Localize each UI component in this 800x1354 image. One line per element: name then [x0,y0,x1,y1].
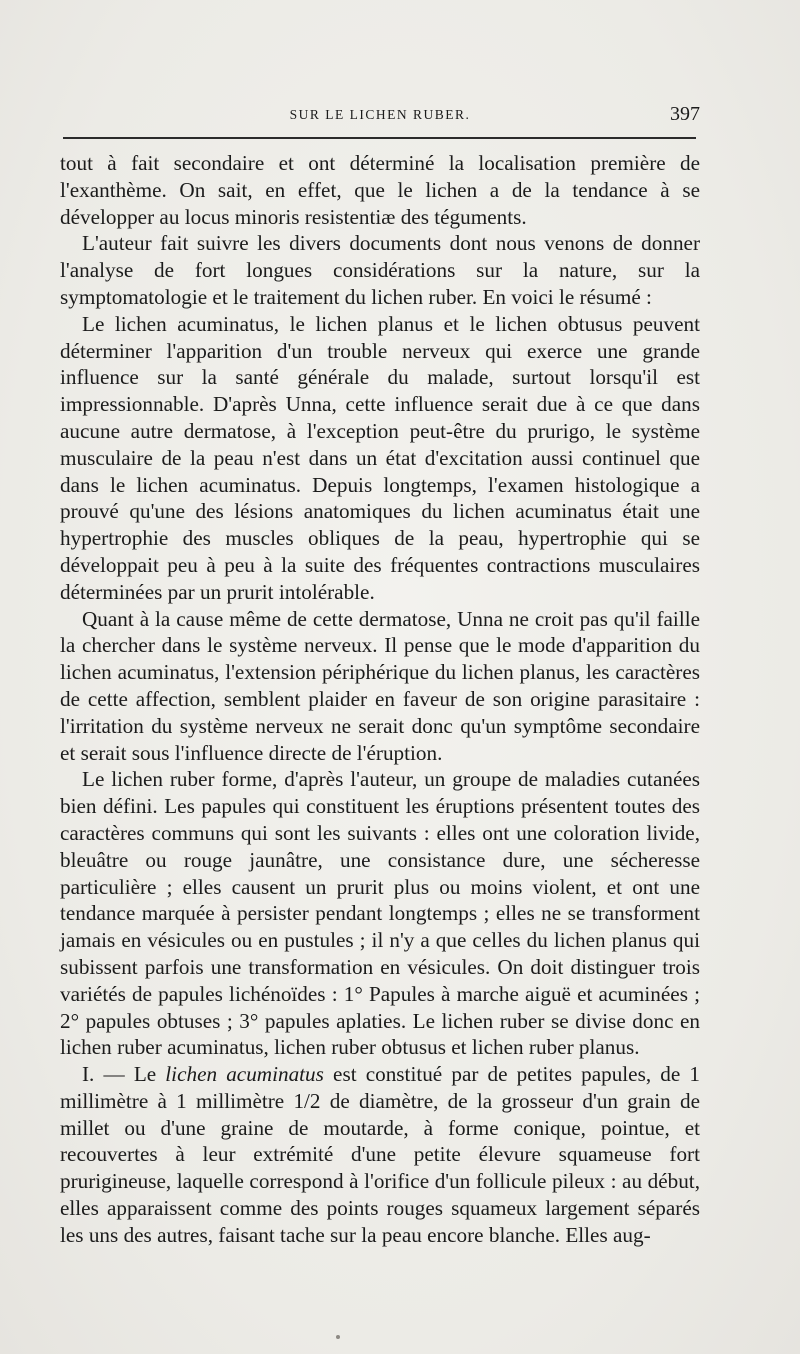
paragraph-lichen-ruber-forms: Le lichen ruber forme, d'après l'auteur, un groupe de maladies cutanées bien défini. Les papules qui constituent les éruptions présentent toutes des caractères communs qui sont les suivants : elles ont une coloration livide, bleuâtre ou rouge jaunâtre, une consistance dure, une sécheresse particulière ; elles causent un prurit plus ou moins violent, et ont une tendance marquée à persister pendant longtemps ; elles ne se transforment jamais en vésicules ou en pustules ; il n'y a que celles du lichen planus qui subissent parfois une transformation en vésicules. On doit distinguer trois variétés de papules lichénoïdes : 1° Papules à marche aiguë et acuminées ; 2° papules obtuses ; 3° papules aplaties. Le lichen ruber se divise donc en lichen ruber acuminatus, lichen ruber obtusus et lichen ruber planus. [60,767,700,1060]
body-text [60,150,700,1249]
section-text: est constitué par de petites papules, de 1 millimètre à 1 millimètre 1/2 de diamètre, de la grosseur d'un grain de millet ou d'une graine de moutarde, à forme conique, pointue, et recouvertes à leur extrémité d'une petite élevure squameuse fort prurigineuse, laquelle correspond à l'orifice d'un follicule pileux : au début, elles apparaissent comme des points rouges squameux largement séparés les uns des autres, faisant tache sur la peau encore blanche. Elles aug- [60,1062,700,1247]
paragraph-author-considerations: L'auteur fait suivre les divers documents dont nous venons de donner l'analyse de fort longues considérations sur la nature, sur la symptomatologie et le traitement du lichen ruber. En voici le résumé : [60,231,700,309]
paragraph-lichen-acuminatus [60,1061,700,1249]
running-head [60,103,700,129]
paper-speck [336,1335,340,1339]
header-rule [63,137,696,139]
page-number: 397 [670,103,700,125]
paragraph-cause: Quant à la cause même de cette dermatose, Unna ne croit pas qu'il faille la chercher dans le système nerveux. Il pense que le mode d'apparition du lichen acuminatus, l'extension périphérique du lichen planus, les caractères de cette affection, semblent plaider en faveur de son origine parasitaire : l'irritation du système nerveux ne serait donc qu'un symptôme secondaire et serait sous l'influence directe de l'éruption. [60,606,700,765]
paragraph-continuation: tout à fait secondaire et ont déterminé la localisation première de l'exanthème. On sait, en effet, que le lichen a de la tendance à se développer au locus minoris resistentiæ des téguments. [60,151,700,229]
italic-term: lichen acuminatus [165,1062,324,1087]
section-lead: I. — Le [82,1062,166,1087]
paragraph-nervous-influence: Le lichen acuminatus, le lichen planus et le lichen obtusus peuvent déterminer l'apparition d'un trouble nerveux qui exerce une grande influence sur la santé générale du malade, surtout lorsqu'il est impressionnable. D'après Unna, cette influence serait due à ce que dans aucune autre dermatose, à l'exception peut-être du prurigo, le système musculaire de la peau n'est dans un état d'excitation aussi continuel que dans le lichen acuminatus. Depuis longtemps, l'examen histologique a prouvé qu'une des lésions anatomiques du lichen acuminatus était une hypertrophie des muscles obliques de la peau, hypertrophie qui se développait peu à peu à la suite des fréquentes contractions musculaires déterminées par un prurit intolérable. [60,311,700,604]
running-title: SUR LE LICHEN RUBER. [289,107,471,122]
